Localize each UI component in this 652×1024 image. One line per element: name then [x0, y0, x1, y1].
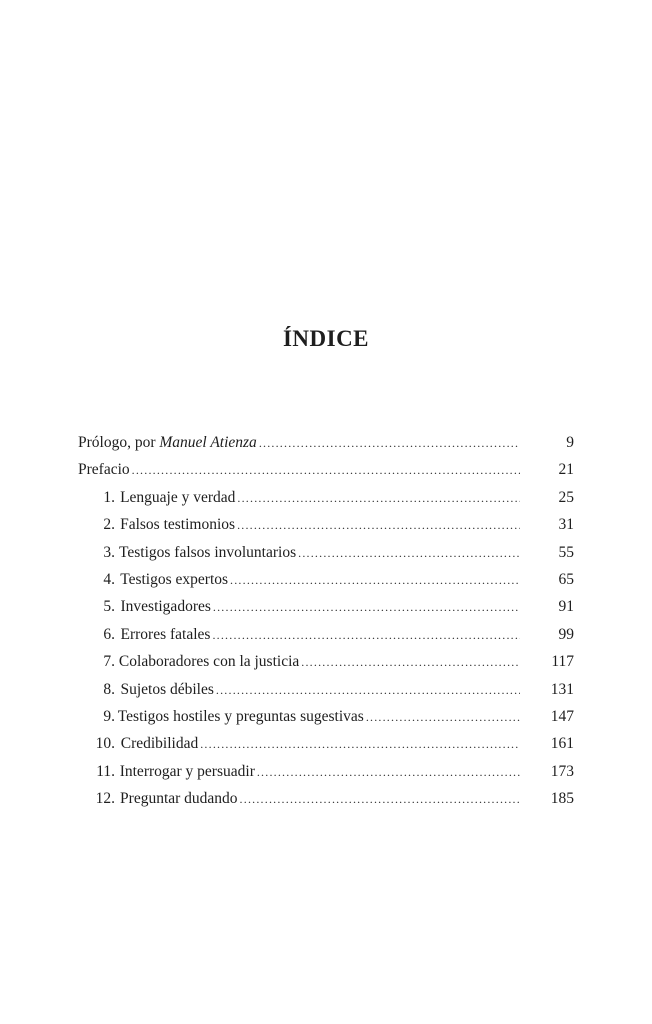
toc-entry-title: Testigos hostiles y preguntas sugestivas — [117, 707, 364, 725]
toc-entry-page: 99 — [558, 625, 574, 643]
toc-entry-title: Prefacio — [78, 461, 130, 479]
toc-entry-number: 9. — [103, 707, 115, 725]
toc-entry-page: 185 — [550, 790, 574, 808]
toc-entry-page: 147 — [550, 707, 574, 725]
toc-entry — [78, 676, 574, 703]
toc-entry-page: 131 — [550, 680, 574, 698]
dot-leader — [240, 786, 520, 813]
dot-leader — [216, 677, 520, 704]
toc-entry — [78, 511, 574, 538]
toc-entry-number: 2. — [103, 516, 115, 534]
toc-entry-text: Prólogo, por — [78, 434, 160, 451]
toc-entry-page: 173 — [550, 762, 574, 780]
toc-entry — [78, 703, 574, 730]
toc-entry-title: Lenguaje y verdad — [120, 488, 236, 506]
dot-leader — [213, 594, 520, 621]
toc-entry — [78, 429, 574, 456]
toc-entry-author: Manuel Atienza — [159, 434, 257, 451]
dot-leader — [212, 622, 520, 649]
dot-leader — [200, 731, 520, 758]
toc-entry — [78, 730, 574, 757]
toc-entry-title: Investigadores — [120, 598, 211, 616]
page-title: ÍNDICE — [282, 326, 370, 351]
toc-entry-number: 5. — [103, 598, 115, 616]
toc-entry-page: 91 — [558, 598, 574, 616]
dot-leader — [237, 512, 520, 539]
toc-entry-page: 25 — [558, 488, 574, 506]
toc-entry — [78, 785, 574, 812]
toc-entry — [78, 758, 574, 785]
dot-leader — [298, 540, 520, 567]
toc-entry-title — [78, 429, 257, 456]
toc-entry-page: 9 — [566, 434, 574, 451]
toc-entry-title: Colaboradores con la justicia — [118, 653, 300, 671]
dot-leader — [237, 485, 520, 512]
toc-entry-number: 11. — [96, 762, 115, 780]
dot-leader — [366, 704, 520, 731]
toc-entry — [78, 539, 574, 566]
toc-entry — [78, 566, 574, 593]
toc-entry-number: 7. — [103, 653, 115, 671]
toc-entry-number: 3. — [103, 543, 115, 561]
toc-entry-number: 6. — [103, 625, 115, 643]
toc-entry-number: 1. — [103, 488, 115, 506]
toc-entry-number: 12. — [95, 790, 115, 808]
toc-entry-title: Testigos falsos involuntarios — [118, 543, 297, 561]
toc-entry-title: Sujetos débiles — [120, 680, 214, 698]
toc-entry — [78, 456, 574, 483]
toc-entry-page: 55 — [558, 543, 574, 561]
toc-entry — [78, 621, 574, 648]
dot-leader — [230, 567, 520, 594]
dot-leader — [257, 759, 520, 786]
toc-entry — [78, 593, 574, 620]
toc-entry-page: 117 — [551, 653, 574, 671]
toc-entry-title: Interrogar y persuadir — [119, 762, 255, 780]
toc-entry-number: 4. — [103, 570, 115, 588]
toc-entry — [78, 648, 574, 675]
toc-entry-page: 65 — [558, 570, 574, 588]
toc-entry-title: Preguntar dudando — [120, 790, 238, 808]
toc-entry-number: 10. — [95, 735, 115, 753]
toc-entry — [78, 484, 574, 511]
toc-entry-title: Falsos testimonios — [120, 516, 236, 534]
dot-leader — [301, 649, 520, 676]
toc-entry-page: 21 — [558, 461, 574, 479]
toc-entry-number: 8. — [103, 680, 115, 698]
table-of-contents — [78, 429, 574, 812]
dot-leader — [259, 430, 520, 457]
toc-entry-title: Testigos expertos — [120, 570, 229, 588]
toc-entry-title: Errores fatales — [120, 625, 211, 643]
dot-leader — [132, 457, 520, 484]
toc-entry-page: 31 — [558, 516, 574, 534]
toc-entry-page: 161 — [550, 735, 574, 753]
toc-entry-title: Credibilidad — [120, 735, 199, 753]
